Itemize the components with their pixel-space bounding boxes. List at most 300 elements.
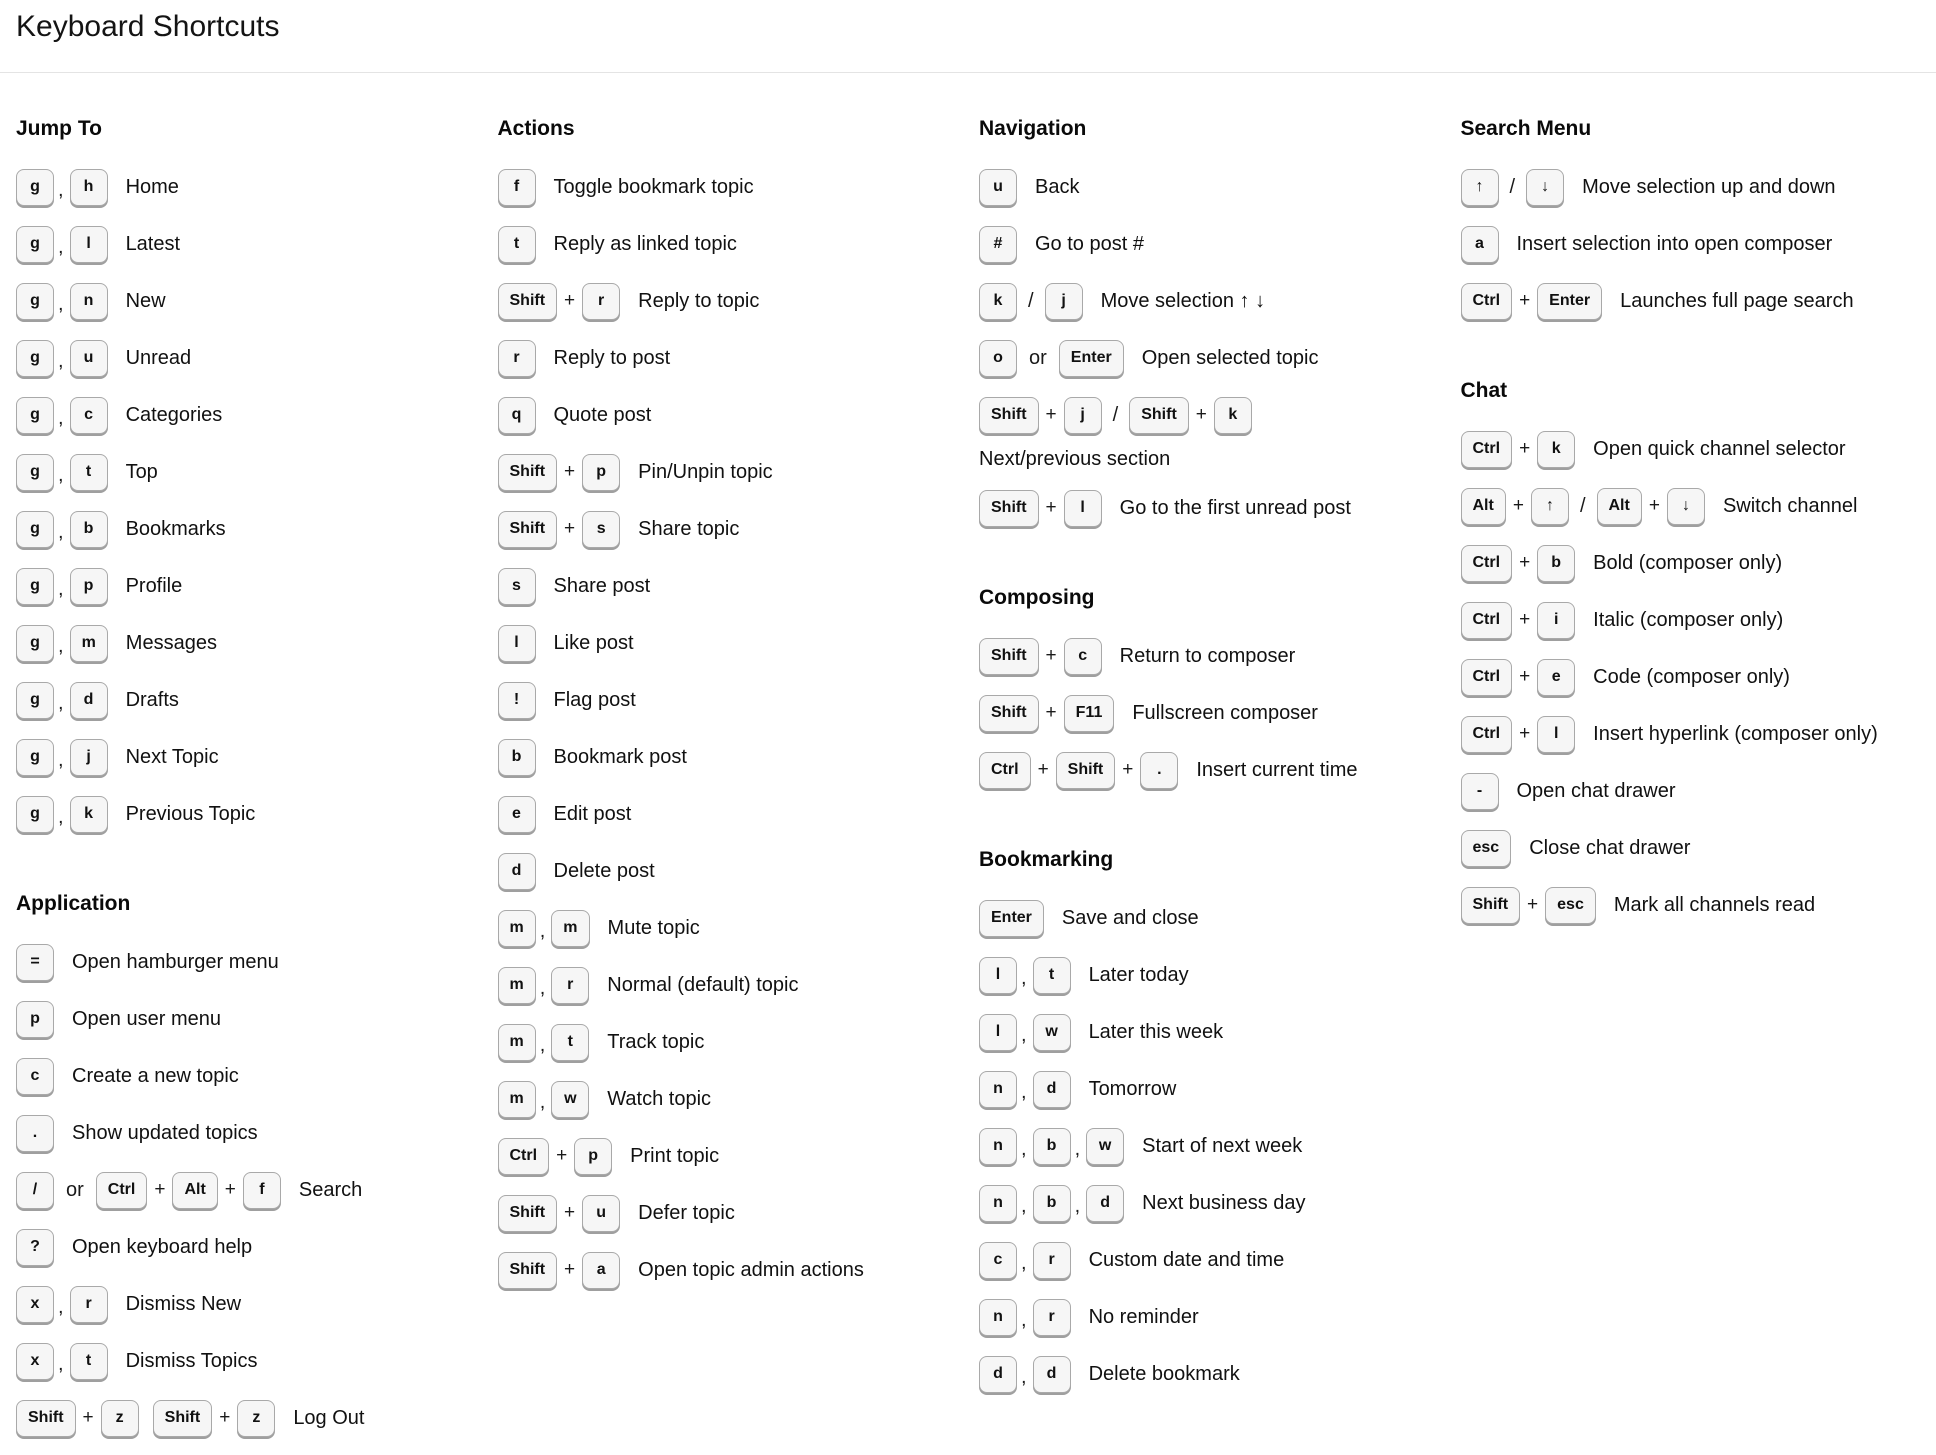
shortcut-row (16, 395, 472, 435)
key-separator: + (1519, 438, 1531, 459)
shortcut-description: Search (298, 1178, 363, 1201)
section (979, 848, 1435, 1394)
keycap-c: c (979, 1242, 1017, 1279)
keycap-t: t (551, 1024, 589, 1061)
section (16, 892, 472, 1438)
keycap-z: z (237, 1400, 275, 1437)
key-separator: + (1045, 497, 1057, 518)
shortcut-description: Defer topic (638, 1201, 735, 1224)
shortcut-row (498, 1136, 954, 1176)
shortcut-description: Bookmark post (553, 745, 687, 768)
shortcut-description: New (125, 289, 166, 312)
shortcut-row (1461, 714, 1917, 754)
key-separator: , (1021, 1308, 1027, 1331)
shortcut-row (979, 955, 1435, 995)
keycap-b: b (1033, 1128, 1071, 1165)
key-separator: + (556, 1145, 568, 1166)
shortcut-row (16, 680, 472, 720)
keycap-l: l (979, 957, 1017, 994)
keycap-↑: ↑ (1531, 488, 1569, 525)
shortcut-description: Previous Topic (125, 802, 256, 825)
shortcut-row (16, 1170, 472, 1210)
key-separator: , (539, 1033, 546, 1056)
shortcut-description: Watch topic (607, 1087, 712, 1110)
key-separator: / (1579, 494, 1586, 517)
key-separator: , (58, 235, 64, 258)
shortcut-row (16, 737, 472, 777)
shortcut-description: Later today (1088, 963, 1189, 986)
keycap-u: u (979, 169, 1017, 206)
keycap-j: j (1064, 397, 1102, 434)
keycap-?: ? (16, 1229, 54, 1266)
keycap-u: u (70, 340, 108, 377)
keycap-f: f (498, 169, 536, 206)
shortcut-description: Reply to topic (638, 289, 760, 312)
shortcut-row (1461, 167, 1917, 207)
keycap-shift: Shift (153, 1400, 213, 1437)
key-separator: , (539, 976, 546, 999)
keycap-ctrl: Ctrl (96, 1172, 148, 1209)
shortcut-description: Code (composer only) (1593, 665, 1790, 688)
shortcut-row (979, 167, 1435, 207)
keycap-j: j (70, 739, 108, 776)
keycap-enter: Enter (1537, 283, 1602, 320)
key-separator: , (58, 691, 64, 714)
keycap-p: p (574, 1138, 612, 1175)
shortcut-row (1461, 429, 1917, 469)
keycap-g: g (16, 283, 54, 320)
shortcut-description: Profile (125, 574, 183, 597)
keycap-ctrl: Ctrl (979, 752, 1031, 789)
shortcut-row (1461, 224, 1917, 264)
shortcut-row (498, 452, 954, 492)
keycap-r: r (70, 1286, 108, 1323)
shortcut-description: Pin/Unpin topic (638, 460, 773, 483)
shortcut-row (498, 1250, 954, 1290)
section-title: Navigation (979, 117, 1087, 140)
shortcut-description: Drafts (125, 688, 179, 711)
shortcut-description: Custom date and time (1088, 1248, 1285, 1271)
column-4 (1461, 117, 1917, 942)
keycap-w: w (551, 1081, 589, 1118)
keycap-l: l (1537, 716, 1575, 753)
keycap-t: t (70, 454, 108, 491)
shortcut-description: Reply as linked topic (553, 232, 737, 255)
keycap-↓: ↓ (1667, 488, 1705, 525)
keycap-shift: Shift (498, 454, 558, 491)
keycap-esc: esc (1545, 887, 1596, 924)
section (979, 586, 1435, 790)
keycap-n: n (979, 1128, 1017, 1165)
key-separator: + (82, 1407, 94, 1428)
shortcut-description: Quote post (553, 403, 652, 426)
keycap-d: d (70, 682, 108, 719)
keycap-#: # (979, 226, 1017, 263)
shortcut-description: Messages (125, 631, 217, 654)
keycap-f11: F11 (1064, 695, 1115, 732)
shortcut-row (979, 488, 1435, 528)
shortcut-description: Open topic admin actions (638, 1258, 864, 1281)
shortcut-description: Toggle bookmark topic (553, 175, 754, 198)
key-separator: , (1021, 1251, 1027, 1274)
keycap-r: r (1033, 1299, 1071, 1336)
shortcut-row (979, 693, 1435, 733)
shortcut-row (16, 167, 472, 207)
shortcut-row (498, 224, 954, 264)
keycap-n: n (70, 283, 108, 320)
keycap-e: e (1537, 659, 1575, 696)
key-separator: or (66, 1178, 84, 1201)
shortcut-description: Share topic (638, 517, 740, 540)
shortcut-description: Insert hyperlink (composer only) (1593, 722, 1878, 745)
shortcut-row (979, 281, 1435, 321)
shortcut-row (16, 794, 472, 834)
keycap-d: d (1086, 1185, 1124, 1222)
key-separator: + (1527, 894, 1539, 915)
keycap-b: b (1033, 1185, 1071, 1222)
shortcut-description: Bold (composer only) (1593, 551, 1783, 574)
shortcut-row (16, 623, 472, 663)
shortcut-description: Dismiss New (125, 1292, 242, 1315)
keycap-ctrl: Ctrl (1461, 602, 1513, 639)
shortcut-row (979, 898, 1435, 938)
keycap-n: n (979, 1299, 1017, 1336)
keycap-q: q (498, 397, 536, 434)
shortcut-row (498, 623, 954, 663)
keycap-alt: Alt (1461, 488, 1506, 525)
keycap-ctrl: Ctrl (498, 1138, 550, 1175)
shortcut-row (498, 680, 954, 720)
shortcut-description: Next Topic (125, 745, 219, 768)
shortcut-row (979, 636, 1435, 676)
key-separator: + (564, 461, 576, 482)
shortcut-row (1461, 281, 1917, 321)
key-separator: + (1195, 404, 1207, 425)
section (1461, 117, 1917, 321)
key-separator: + (224, 1179, 236, 1200)
shortcut-row (16, 224, 472, 264)
shortcut-row (16, 452, 472, 492)
shortcut-row (16, 942, 472, 982)
keycap-o: o (979, 340, 1017, 377)
keycap-/: / (16, 1172, 54, 1209)
key-separator: + (564, 1202, 576, 1223)
shortcut-columns (0, 73, 1936, 1455)
key-separator: , (58, 577, 64, 600)
shortcut-row (979, 1012, 1435, 1052)
key-separator: + (219, 1407, 231, 1428)
shortcut-row (16, 1227, 472, 1267)
shortcut-description: Flag post (553, 688, 636, 711)
shortcut-row (498, 737, 954, 777)
shortcut-row (979, 1183, 1435, 1223)
keycap-s: s (498, 568, 536, 605)
keycap-f: f (243, 1172, 281, 1209)
shortcut-row (498, 281, 954, 321)
shortcut-row (16, 1056, 472, 1096)
keycap-b: b (498, 739, 536, 776)
key-separator: , (539, 1090, 546, 1113)
key-separator: + (1122, 759, 1134, 780)
shortcut-row (16, 1284, 472, 1324)
shortcut-row (979, 1069, 1435, 1109)
section-title: Chat (1460, 379, 1508, 402)
keycap-d: d (979, 1356, 1017, 1393)
keycap-a: a (582, 1252, 620, 1289)
shortcut-description: Open chat drawer (1516, 779, 1676, 802)
key-separator: / (1509, 175, 1516, 198)
keycap-w: w (1033, 1014, 1071, 1051)
key-separator: , (1074, 1194, 1081, 1217)
keycap-ctrl: Ctrl (1461, 283, 1513, 320)
key-separator: , (58, 748, 64, 771)
keycap-w: w (1086, 1128, 1124, 1165)
keycap-m: m (498, 1024, 536, 1061)
keycap-alt: Alt (172, 1172, 217, 1209)
key-separator: + (1512, 495, 1524, 516)
shortcut-description: Unread (125, 346, 192, 369)
shortcut-row (979, 224, 1435, 264)
key-separator: + (564, 1259, 576, 1280)
section-title: Actions (497, 117, 575, 140)
keycap-g: g (16, 568, 54, 605)
keycap-shift: Shift (498, 1252, 558, 1289)
shortcut-description: No reminder (1088, 1305, 1199, 1328)
keycap-b: b (70, 511, 108, 548)
key-separator: , (539, 919, 546, 942)
keycap-h: h (70, 169, 108, 206)
shortcut-row (1461, 885, 1917, 925)
keycap-c: c (70, 397, 108, 434)
keycap-shift: Shift (16, 1400, 76, 1437)
shortcut-description: Open selected topic (1141, 346, 1319, 369)
shortcut-description: Launches full page search (1620, 289, 1854, 312)
keycap-c: c (1064, 638, 1102, 675)
shortcut-row (498, 509, 954, 549)
key-separator: , (1021, 1080, 1027, 1103)
key-separator: + (1519, 552, 1531, 573)
shortcut-row (1461, 828, 1917, 868)
key-separator: , (58, 349, 64, 372)
shortcut-row (498, 851, 954, 891)
shortcut-description: Delete post (553, 859, 655, 882)
shortcut-description: Open quick channel selector (1593, 437, 1846, 460)
keycap-g: g (16, 397, 54, 434)
key-separator: , (58, 1352, 64, 1375)
shortcut-description: Fullscreen composer (1132, 701, 1318, 724)
key-separator: + (1519, 723, 1531, 744)
keycap-d: d (1033, 1071, 1071, 1108)
key-separator: , (58, 178, 64, 201)
shortcut-description: Go to post # (1035, 232, 1144, 255)
keycap-ctrl: Ctrl (1461, 545, 1513, 582)
shortcut-row (498, 1193, 954, 1233)
key-separator: , (58, 520, 64, 543)
page-title: Keyboard Shortcuts (16, 10, 280, 43)
keycap-shift: Shift (979, 490, 1039, 527)
keycap-t: t (498, 226, 536, 263)
keycap-l: l (498, 625, 536, 662)
keycap-ctrl: Ctrl (1461, 431, 1513, 468)
keycap-p: p (582, 454, 620, 491)
section-title: Application (16, 892, 131, 915)
shortcut-row (16, 566, 472, 606)
shortcut-row (1461, 543, 1917, 583)
keycap-x: x (16, 1286, 54, 1323)
keycap-g: g (16, 796, 54, 833)
shortcut-row (498, 395, 954, 435)
shortcut-description: Switch channel (1722, 494, 1858, 517)
keycap-r: r (582, 283, 620, 320)
keycap-l: l (70, 226, 108, 263)
keycap-m: m (551, 910, 589, 947)
shortcut-description: Dismiss Topics (125, 1349, 258, 1372)
key-separator: , (1021, 966, 1027, 989)
keycap-shift: Shift (498, 1195, 558, 1232)
key-separator: / (1112, 403, 1119, 426)
shortcut-row (1461, 600, 1917, 640)
shortcut-description: Later this week (1088, 1020, 1224, 1043)
shortcut-description: Delete bookmark (1088, 1362, 1240, 1385)
shortcut-description: Mark all channels read (1613, 893, 1816, 916)
key-separator: , (1021, 1365, 1027, 1388)
keycap-g: g (16, 682, 54, 719)
key-separator: , (58, 634, 64, 657)
shortcut-description: Like post (553, 631, 634, 654)
shortcut-row (498, 908, 954, 948)
keycap-a: a (1461, 226, 1499, 263)
keycap-d: d (1033, 1356, 1071, 1393)
shortcut-description: Latest (125, 232, 181, 255)
shortcut-description: Go to the first unread post (1119, 496, 1351, 519)
shortcut-description: Move selection ↑ ↓ (1100, 289, 1266, 312)
shortcut-row (498, 566, 954, 606)
keycap-t: t (1033, 957, 1071, 994)
keycap-d: d (498, 853, 536, 890)
shortcut-row (498, 965, 954, 1005)
shortcut-description: Return to composer (1119, 644, 1296, 667)
shortcut-description: Bookmarks (125, 517, 226, 540)
shortcut-row (1461, 657, 1917, 697)
shortcut-description: Insert selection into open composer (1516, 232, 1833, 255)
keycap-u: u (582, 1195, 620, 1232)
keycap--: - (1461, 773, 1499, 810)
shortcut-description: Show updated topics (72, 1121, 258, 1144)
keycap-.: . (16, 1115, 54, 1152)
keycap-shift: Shift (498, 511, 558, 548)
key-separator: , (58, 406, 64, 429)
keycap-ctrl: Ctrl (1461, 659, 1513, 696)
keycap-m: m (498, 1081, 536, 1118)
column-1 (16, 117, 472, 1455)
key-separator: , (1021, 1023, 1027, 1046)
keycap-r: r (1033, 1242, 1071, 1279)
keycap-enter: Enter (1059, 340, 1124, 377)
key-separator: , (58, 463, 64, 486)
keycap-g: g (16, 454, 54, 491)
keycap-shift: Shift (1129, 397, 1189, 434)
shortcut-row (16, 999, 472, 1039)
shortcut-description: Open hamburger menu (72, 950, 279, 973)
key-separator: + (1045, 702, 1057, 723)
shortcut-row (16, 1398, 472, 1438)
key-separator: + (564, 518, 576, 539)
keycap-k: k (1537, 431, 1575, 468)
shortcut-row (498, 1079, 954, 1119)
keycap-b: b (1537, 545, 1575, 582)
section-title: Composing (979, 586, 1095, 609)
shortcut-description: Back (1035, 175, 1080, 198)
shortcut-description: Home (125, 175, 179, 198)
key-separator: , (58, 805, 64, 828)
keycap-s: s (582, 511, 620, 548)
keycap-esc: esc (1461, 830, 1512, 867)
column-3 (979, 117, 1435, 1411)
key-separator: / (1028, 289, 1034, 312)
key-separator: , (1021, 1137, 1027, 1160)
keycap-k: k (1214, 397, 1252, 434)
keycap-i: i (1537, 602, 1575, 639)
keycap-shift: Shift (1056, 752, 1116, 789)
keycap-shift: Shift (498, 283, 558, 320)
keycap-g: g (16, 340, 54, 377)
keycap-↓: ↓ (1526, 169, 1564, 206)
shortcut-row (498, 1022, 954, 1062)
shortcut-description: Mute topic (607, 916, 700, 939)
key-separator: + (1519, 666, 1531, 687)
shortcut-row (16, 281, 472, 321)
keycap-shift: Shift (979, 638, 1039, 675)
shortcut-description: Categories (125, 403, 223, 426)
shortcut-row (979, 1126, 1435, 1166)
keycap-enter: Enter (979, 900, 1044, 937)
keycap-r: r (551, 967, 589, 1004)
shortcut-row (1461, 771, 1917, 811)
keycap-k: k (979, 283, 1017, 320)
keycap-g: g (16, 625, 54, 662)
key-separator: + (1519, 290, 1531, 311)
shortcut-description: Italic (composer only) (1593, 608, 1784, 631)
shortcut-description: Next business day (1142, 1191, 1306, 1214)
keycap-shift: Shift (1461, 887, 1521, 924)
shortcut-description: Print topic (630, 1144, 720, 1167)
section (1461, 379, 1917, 925)
shortcut-description: Insert current time (1196, 758, 1358, 781)
key-separator: + (1519, 609, 1531, 630)
keycap-!: ! (498, 682, 536, 719)
shortcut-description: Save and close (1061, 906, 1199, 929)
key-separator: or (1029, 346, 1047, 369)
shortcut-row (1461, 486, 1917, 526)
shortcut-row (979, 338, 1435, 378)
keycap-z: z (101, 1400, 139, 1437)
shortcut-description: Edit post (553, 802, 632, 825)
key-separator: + (564, 290, 576, 311)
shortcut-description: Tomorrow (1088, 1077, 1177, 1100)
key-separator: + (1045, 404, 1057, 425)
keycap-g: g (16, 511, 54, 548)
keycap-j: j (1045, 283, 1083, 320)
key-separator: + (1045, 645, 1057, 666)
section-title: Search Menu (1460, 117, 1592, 140)
keycap-m: m (498, 910, 536, 947)
shortcut-row (498, 167, 954, 207)
keycap-g: g (16, 226, 54, 263)
key-separator: + (1037, 759, 1049, 780)
keycap-g: g (16, 739, 54, 776)
keycap-m: m (498, 967, 536, 1004)
keycap-e: e (498, 796, 536, 833)
